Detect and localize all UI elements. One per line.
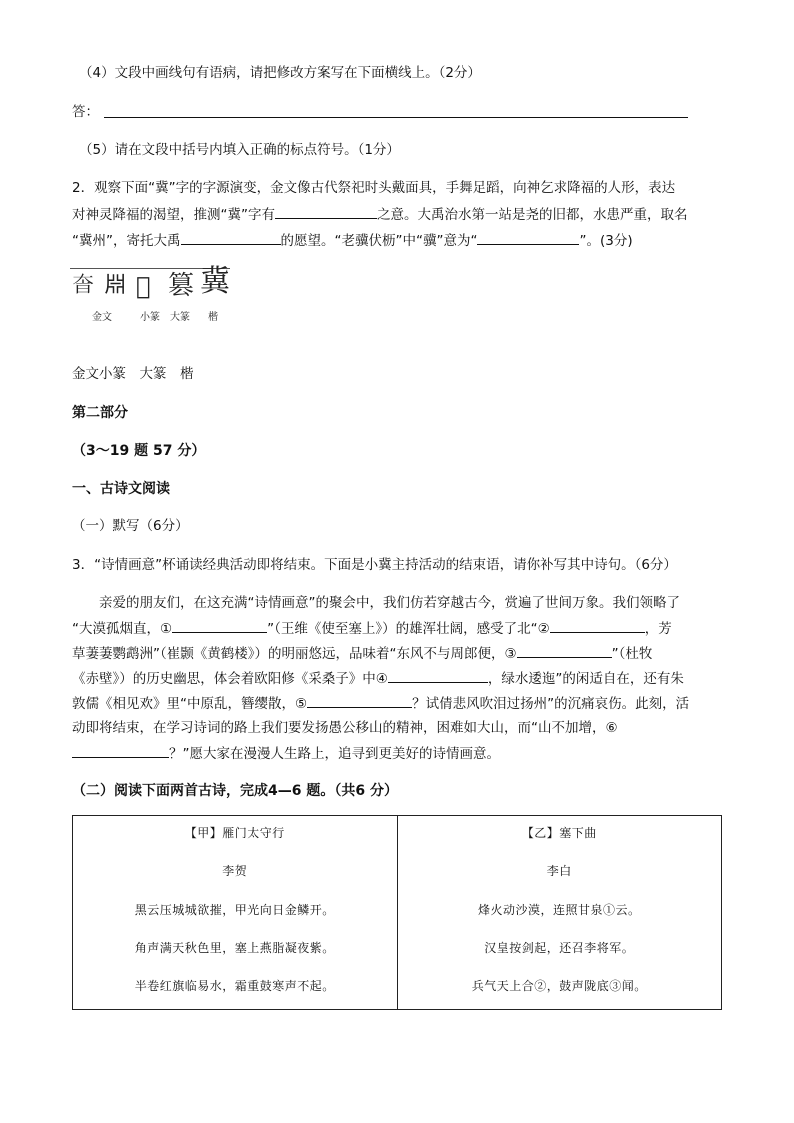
- answer-label: 答：: [72, 104, 99, 120]
- q3-p2-a: “大漠孤烟直，①: [72, 621, 173, 637]
- q2-line3: [72, 230, 633, 251]
- q2-blank-3[interactable]: [477, 230, 579, 245]
- q3-p4: [72, 668, 684, 689]
- poem-a-line: 黑云压城城欲摧，甲光向日金鳞开。: [134, 903, 335, 917]
- q3-p7: [72, 743, 500, 764]
- glyph-jinwen: 𡘐: [72, 273, 95, 298]
- q2-line3-b: 的愿望。“老骥伏枥”中“骥”意为“: [280, 233, 478, 249]
- q3-blank-2[interactable]: [550, 618, 645, 633]
- answer-line[interactable]: [104, 117, 688, 118]
- q3-blank-6[interactable]: [72, 743, 169, 758]
- poem-b-line: 汉皇按剑起，还召李将军。: [484, 941, 635, 955]
- poem-a-line: 半卷红旗临易水，霜重鼓寒声不起。: [134, 979, 335, 993]
- q3-blank-4[interactable]: [388, 668, 488, 683]
- q2-line2-b: 之意。大禹治水第一站是尧的旧都，水患严重，取名: [377, 207, 688, 223]
- q3-blank-5[interactable]: [307, 693, 412, 708]
- q3-p5: [72, 693, 689, 714]
- glyph-label-kai: 楷: [208, 312, 218, 323]
- q3-p5-b: ？试倩悲风吹泪过扬州”的沉痛哀伤。此刻，活: [412, 696, 690, 712]
- q2-line2-a: 对神灵降福的渴望，推测“冀”字有: [72, 207, 275, 223]
- q3-p1: 亲爱的朋友们，在这充满“诗情画意”的聚会中，我们仿若穿越古今，赏遍了世间万象。我们领略了: [99, 595, 680, 611]
- poems-table: [72, 815, 722, 1010]
- q3-p7-b: ？”愿大家在漫漫人生路上，追寻到更美好的诗情画意。: [169, 746, 500, 762]
- poem-b-line: 兵气天上合②，鼓声陇底③闻。: [471, 979, 647, 993]
- poem-a-author: 李贺: [222, 864, 248, 878]
- glyph-label-jinwen: 金文: [92, 312, 112, 323]
- q3-p3-a: 草萋萋鹦鹉洲”（崔颢《黄鹤楼》）的明丽悠远，品味着“东风不与周郎便，③: [72, 646, 517, 662]
- poem-a-title: 【甲】雁门太守行: [184, 826, 285, 840]
- poem-b-line: 烽火动沙漠，连照甘泉①云。: [477, 903, 641, 917]
- poem-b-title: 【乙】塞下曲: [521, 826, 597, 840]
- q3-p2: [72, 618, 672, 639]
- glyph-dazhuan: 𢊾: [136, 272, 151, 300]
- character-evolution-figure: [70, 262, 238, 332]
- q2-blank-1[interactable]: [275, 204, 377, 219]
- glyph-label-dazhuan: 大篆: [170, 312, 190, 323]
- q3-p3-b: ”（杜牧: [611, 646, 653, 662]
- glyph-variant: 篡: [168, 271, 195, 301]
- glyph-label-xiaozhuan: 小篆: [140, 312, 160, 323]
- glyph-kai: 冀: [200, 264, 230, 299]
- q3-p4-a: 《赤壁》）的历史幽思，体会着欧阳修《采桑子》中④: [72, 671, 388, 687]
- q3-stem: 3．“诗情画意”杯诵读经典活动即将结束。下面是小冀主持活动的结束语，请你补写其中诗句。（6分）: [72, 557, 677, 573]
- q1-item4: （4）文段中画线句有语病，请把修改方案写在下面横线上。（2分）: [79, 65, 481, 81]
- q2-line3-a: “冀州”，寄托大禹: [72, 233, 181, 249]
- q3-p4-b: ，绿水逶迤”的闲适自在，还有朱: [487, 671, 684, 687]
- q3-p3: [72, 643, 652, 664]
- subsection1-heading: （一）默写（6分）: [72, 518, 189, 534]
- part2-subtitle: （3～19 题 57 分）: [72, 443, 206, 459]
- q2-blank-2[interactable]: [181, 230, 281, 245]
- section1-heading: 一、古诗文阅读: [72, 481, 170, 497]
- q2-line3-c: ”。(3分): [579, 233, 633, 249]
- q3-p5-a: 敦儒《相见欢》里“中原乱，簪缨散，⑤: [72, 696, 308, 712]
- q3-p2-c: ，芳: [644, 621, 672, 637]
- q3-blank-3[interactable]: [517, 643, 612, 658]
- q1-item5: （5）请在文段中括号内填入正确的标点符号。（1分）: [79, 142, 400, 158]
- q3-p2-b: ”（王维《使至塞上》）的雄浑壮阔，感受了北“②: [267, 621, 550, 637]
- part2-title: 第二部分: [72, 405, 128, 421]
- q3-p6: 动即将结束，在学习诗词的路上我们要发扬愚公移山的精神，困难如大山，而“山不加增，⑥: [72, 720, 618, 736]
- poem-b-author: 李白: [546, 864, 572, 878]
- poem-a-line: 角声满天秋色里，塞上燕脂凝夜紫。: [134, 941, 335, 955]
- glyph-xiaozhuan: 𣶒: [104, 273, 127, 298]
- q4-heading: （二）阅读下面两首古诗，完成4—6 题。（共6 分）: [72, 783, 398, 799]
- q3-blank-1[interactable]: [172, 618, 267, 633]
- poem-b-cell: [397, 816, 722, 1010]
- figure-caption: 金文小篆 大篆 楷: [72, 366, 194, 382]
- poem-a-cell: [73, 816, 398, 1010]
- q2-line1: 2．观察下面“冀”字的字源演变，金文像古代祭祀时头戴面具，手舞足蹈，向神乞求降福的人形，表达: [72, 180, 676, 196]
- q2-line2: [72, 204, 688, 225]
